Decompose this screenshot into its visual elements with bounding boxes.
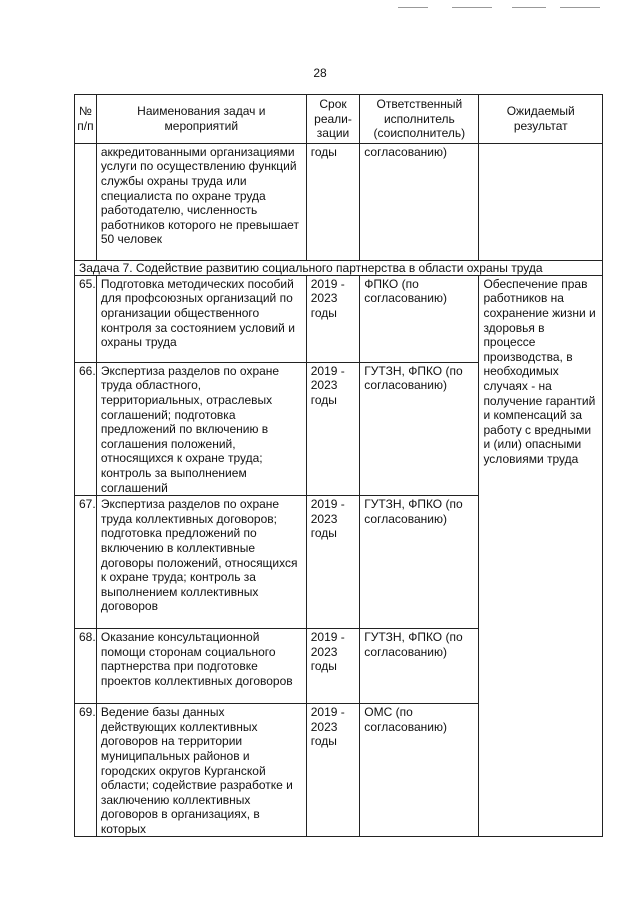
row-name: аккредитованными организациями услуги по осуществлению функций службы охраны труда или специалиста по охране труда работодателю, численность работников которого не превышает 50 человек (96, 143, 306, 260)
row-name: Оказание консультационной помощи сторонам социального партнерства при подготовке проектов коллективных договоров (96, 629, 306, 704)
row-term: годы (306, 143, 360, 260)
header-result: Ожидаемый результат (479, 95, 603, 144)
scan-artifact (452, 7, 492, 8)
row-num: 66. (75, 362, 97, 495)
row-executor: согласованию) (360, 143, 479, 260)
header-name: Наименования задач и мероприятий (96, 95, 306, 144)
scan-artifact (560, 7, 600, 8)
table-row (75, 275, 603, 362)
scan-artifact (398, 7, 428, 8)
row-num: 67. (75, 496, 97, 629)
row-term: 2019 - 2023 годы (306, 704, 360, 837)
page-number: 28 (313, 66, 327, 80)
row-term: 2019 - 2023 годы (306, 362, 360, 495)
row-executor: ГУТЗН, ФПКО (по согласованию) (360, 496, 479, 629)
row-name: Подготовка методических пособий для профсоюзных организаций по организации общественного контроля за состоянием условий и охраны труда (96, 275, 306, 362)
header-num: № п/п (75, 95, 97, 144)
row-result (479, 143, 603, 260)
row-name: Экспертиза разделов по охране труда коллективных договоров; подготовка предложений по включению в коллективные договоры положений, относящихся к охране труда; контроль за выполнением коллективных договоров (96, 496, 306, 629)
row-num: 68. (75, 629, 97, 704)
section-title: Задача 7. Содействие развитию социального партнерства в области охраны труда (75, 260, 603, 275)
row-term: 2019 - 2023 годы (306, 629, 360, 704)
row-term: 2019 - 2023 годы (306, 275, 360, 362)
header-executor: Ответственный исполнитель (соисполнитель) (360, 95, 479, 144)
row-executor: ОМС (по согласованию) (360, 704, 479, 837)
row-name: Ведение базы данных действующих коллективных договоров на территории муниципальных районов и городских округов Курганской области; содействие разработке и заключению коллективных договоров в организациях, в которых (96, 704, 306, 837)
section-row (75, 260, 603, 275)
row-executor: ГУТЗН, ФПКО (по согласованию) (360, 362, 479, 495)
row-executor: ГУТЗН, ФПКО (по согласованию) (360, 629, 479, 704)
scan-artifact (512, 7, 546, 8)
measures-table (74, 94, 603, 837)
expected-result: Обеспечение прав работников на сохранение жизни и здоровья в процессе производства, в необходимых случаях - на получение гарантий и компенсаций за работу с вредными и (или) опасными условиями труда (479, 275, 603, 837)
row-executor: ФПКО (по согласованию) (360, 275, 479, 362)
header-term: Срок реали-зации (306, 95, 360, 144)
row-name: Экспертиза разделов по охране труда областного, территориальных, отраслевых соглашений; подготовка предложений по включению в соглашения положений, относящихся к охране труда; контроль за выполнением соглашений (96, 362, 306, 495)
table-header-row (75, 95, 603, 144)
row-num (75, 143, 97, 260)
row-term: 2019 - 2023 годы (306, 496, 360, 629)
table-row-continuation (75, 143, 603, 260)
row-num: 69. (75, 704, 97, 837)
row-num: 65. (75, 275, 97, 362)
